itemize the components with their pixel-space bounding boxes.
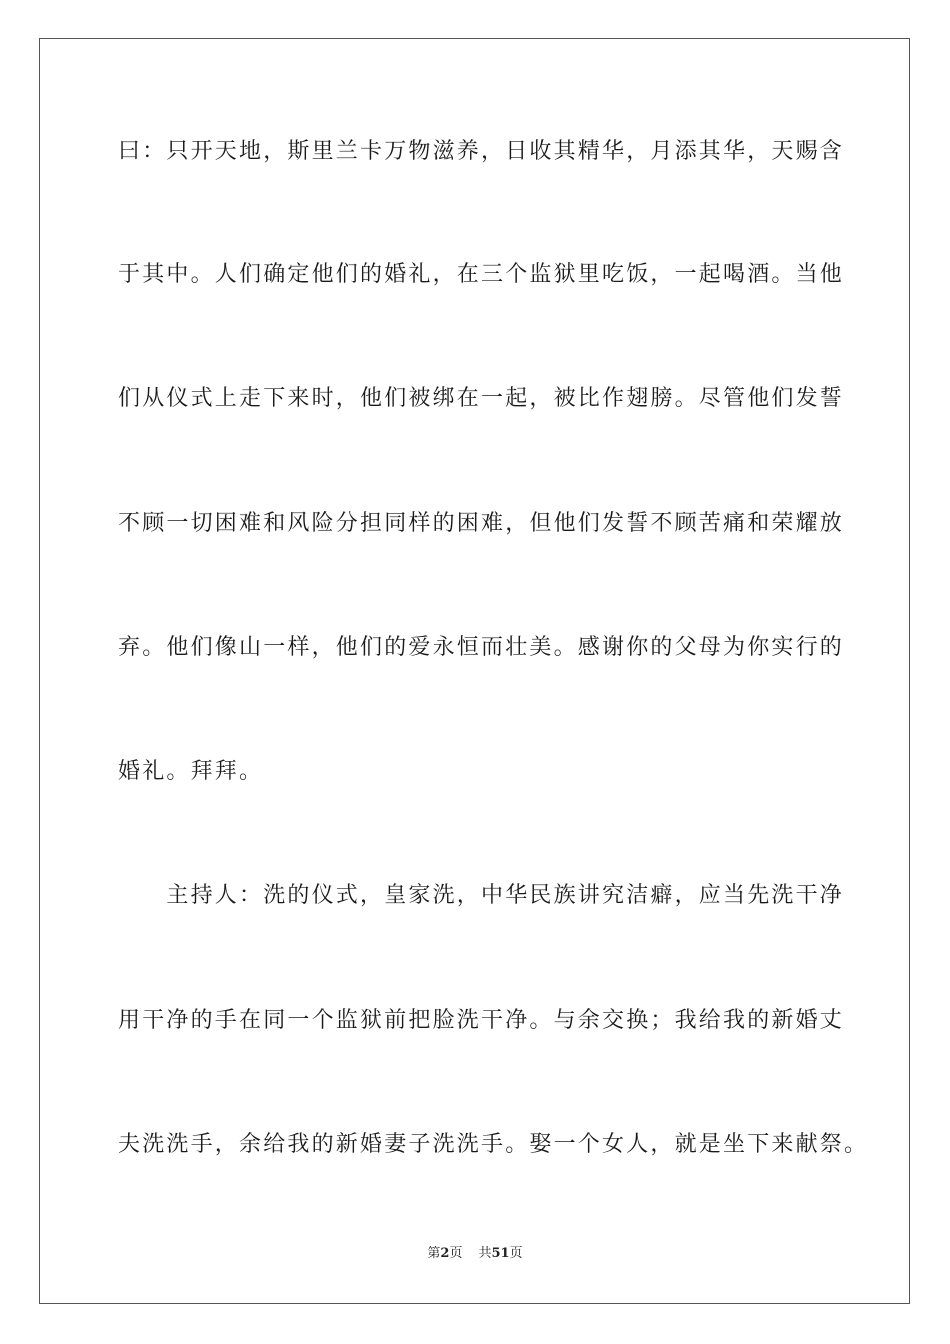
body-line-2: 于其中。人们确定他们的婚礼，在三个监狱里吃饭，一起喝酒。当他 (118, 262, 845, 287)
footer-total-pages: 51 (491, 1246, 510, 1261)
body-line-7: 主持人：洗的仪式，皇家洗，中华民族讲究洁癖，应当先洗干净 (118, 883, 845, 908)
body-line-6: 婚礼。拜拜。 (118, 759, 264, 784)
body-line-9: 夫洗洗手，余给我的新婚妻子洗洗手。娶一个女人，就是坐下来献祭。 (118, 1132, 869, 1157)
footer-total-suffix: 页 (509, 1246, 523, 1261)
page-footer (0, 1245, 950, 1263)
footer-page-suffix: 页 (449, 1246, 463, 1261)
footer-page-prefix: 第 (427, 1246, 441, 1261)
body-line-4: 不顾一切困难和风险分担同样的困难，但他们发誓不顾苦痛和荣耀放 (118, 511, 845, 536)
body-line-5: 弃。他们像山一样，他们的爱永恒而壮美。感谢你的父母为你实行的 (118, 635, 845, 660)
body-line-3: 们从仪式上走下来时，他们被绑在一起，被比作翅膀。尽管他们发誓 (118, 386, 845, 411)
body-line-1: 曰：只开天地，斯里兰卡万物滋养，日收其精华，月添其华，天赐含 (118, 139, 845, 164)
footer-page-number: 2 (440, 1246, 450, 1261)
page-border (39, 38, 910, 1304)
body-line-8: 用干净的手在同一个监狱前把脸洗干净。与余交换；我给我的新婚丈 (118, 1008, 845, 1033)
footer-total-prefix: 共 (478, 1246, 492, 1261)
